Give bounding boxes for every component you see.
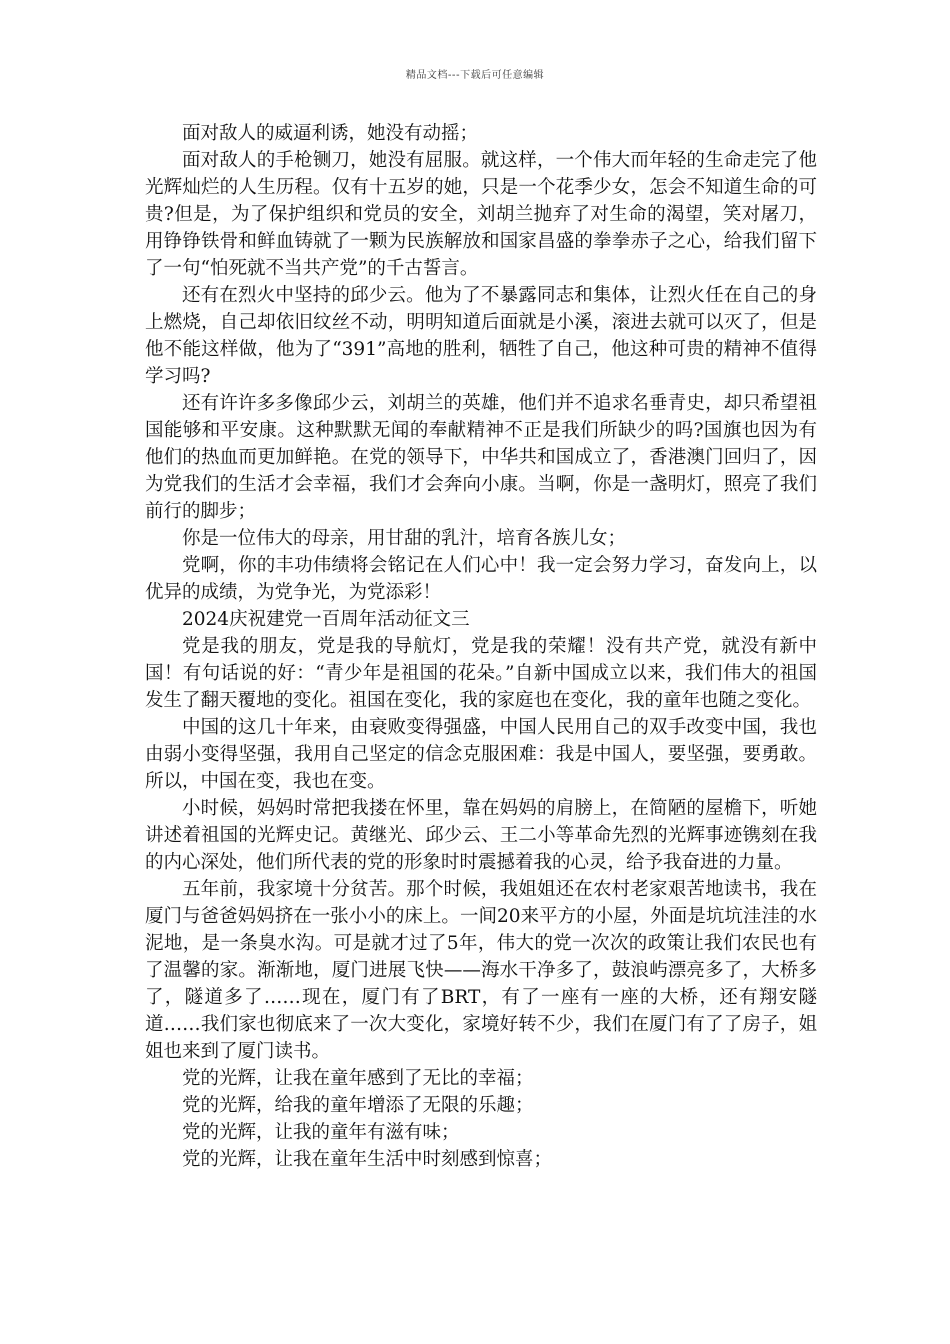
paragraph: 党的光辉，让我的童年有滋有味； <box>182 1122 460 1143</box>
paragraph: 党的光辉，给我的童年增添了无限的乐趣； <box>182 1095 534 1116</box>
paragraph: 党的光辉，让我在童年感到了无比的幸福； <box>182 1068 534 1089</box>
section-heading: 2024庆祝建党一百周年活动征文三 <box>182 609 470 630</box>
page-header: 精品文档---下载后可任意编辑 <box>405 70 545 81</box>
paragraph: 你是一位伟大的母亲，用甘甜的乳汁，培育各族儿女； <box>182 528 627 549</box>
paragraph: 中国的这几十年来，由衰败变得强盛，中国人民用自己的双手改变中国，我也由弱小变得坚强，我用自己坚定的信念克服困难：我是中国人，要坚强，要勇敢。所以，中国在变，我也在变。 <box>145 717 817 792</box>
paragraph: 还有在烈火中坚持的邱少云。他为了不暴露同志和集体，让烈火任在自己的身上燃烧，自己却依旧纹丝不动，明明知道后面就是小溪，滚进去就可以灭了，但是他不能这样做，他为了“391”高地的胜利，牺牲了自己，他这种可贵的精神不值得学习吗? <box>145 285 817 387</box>
paragraph: 党啊，你的丰功伟绩将会铭记在人们心中！我一定会努力学习，奋发向上，以优异的成绩，为党争光，为党添彩！ <box>145 555 817 603</box>
paragraph: 五年前，我家境十分贫苦。那个时候，我姐姐还在农村老家艰苦地读书，我在厦门与爸爸妈妈挤在一张小小的床上。一间20来平方的小屋，外面是坑坑洼洼的水泥地，是一条臭水沟。可是就才过了5年，伟大的党一次次的政策让我们农民也有了温馨的家。渐渐地，厦门进展飞快——海水干净多了，鼓浪屿漂亮多了，大桥多了，隧道多了……现在，厦门有了BRT，有了一座有一座的大桥，还有翔安隧道……我们家也彻底来了一次大变化，家境好转不少，我们在厦门有了了房子，姐姐也来到了厦门读书。 <box>145 879 817 1062</box>
paragraph: 党是我的朋友，党是我的导航灯，党是我的荣耀！没有共产党，就没有新中国！有句话说的好：“青少年是祖国的花朵。”自新中国成立以来，我们伟大的祖国发生了翻天覆地的变化。祖国在变化，我的家庭也在变化，我的童年也随之变化。 <box>145 636 817 711</box>
paragraph: 党的光辉，让我在童年生活中时刻感到惊喜； <box>182 1149 553 1170</box>
paragraph: 小时候，妈妈时常把我搂在怀里，靠在妈妈的肩膀上，在简陋的屋檐下，听她讲述着祖国的光辉史记。黄继光、邱少云、王二小等革命先烈的光辉事迹镌刻在我的内心深处，他们所代表的党的形象时时震撼着我的心灵，给予我奋进的力量。 <box>145 798 817 873</box>
document-body <box>145 120 817 1173</box>
paragraph: 面对敌人的威逼利诱，她没有动摇； <box>182 123 479 144</box>
paragraph: 面对敌人的手枪铡刀，她没有屈服。就这样，一个伟大而年轻的生命走完了他光辉灿烂的人生历程。仅有十五岁的她，只是一个花季少女，怎会不知道生命的可贵?但是，为了保护组织和党员的安全，刘胡兰抛弃了对生命的渴望，笑对屠刀，用铮铮铁骨和鲜血铸就了一颗为民族解放和国家昌盛的拳拳赤子之心，给我们留下了一句“怕死就不当共产党”的千古誓言。 <box>145 150 817 279</box>
paragraph: 还有许许多多像邱少云，刘胡兰的英雄，他们并不追求名垂青史，却只希望祖国能够和平安康。这种默默无闻的奉献精神不正是我们所缺少的吗?国旗也因为有他们的热血而更加鲜艳。在党的领导下，中华共和国成立了，香港澳门回归了，因为党我们的生活才会幸福，我们才会奔向小康。当啊，你是一盏明灯，照亮了我们前行的脚步； <box>145 393 817 522</box>
